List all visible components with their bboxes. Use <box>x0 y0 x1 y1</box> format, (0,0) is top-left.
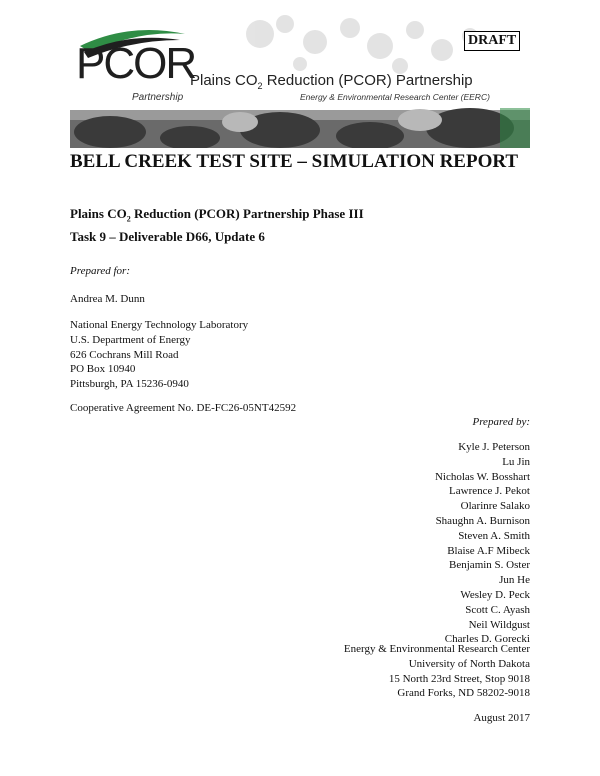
organization-line: Grand Forks, ND 58202-9018 <box>397 687 530 700</box>
author-name: Lu Jin <box>502 455 530 468</box>
recipient-name: Andrea M. Dunn <box>70 293 145 305</box>
address-line: PO Box 10940 <box>70 363 136 376</box>
author-name: Olarinre Salako <box>460 500 530 513</box>
draft-stamp: DRAFT <box>464 31 520 51</box>
pcor-logo: PCOR <box>76 39 196 88</box>
author-name: Shaughn A. Burnison <box>435 514 530 527</box>
address-line: 626 Cochrans Mill Road <box>70 348 179 361</box>
organization-line: 15 North 23rd Street, Stop 9018 <box>388 672 530 685</box>
cooperative-agreement: Cooperative Agreement No. DE-FC26-05NT42592 <box>70 402 297 414</box>
author-name: Steven A. Smith <box>458 529 530 542</box>
preparer-organization <box>344 642 530 701</box>
report-date: August 2017 <box>473 712 530 724</box>
recipient-address <box>70 318 248 392</box>
address-line: Pittsburgh, PA 15236-0940 <box>70 378 189 391</box>
author-name: Charles D. Gorecki <box>444 633 530 646</box>
author-name: Jun He <box>499 574 530 587</box>
author-name: Blaise A.F Mibeck <box>447 544 530 557</box>
pcor-logo-subtext: Partnership <box>132 92 184 103</box>
report-title: BELL CREEK TEST SITE – SIMULATION REPORT <box>70 151 519 172</box>
subtitle-line-2: Task 9 – Deliverable D66, Update 6 <box>70 228 265 244</box>
report-subtitle <box>70 205 364 245</box>
author-name: Wesley D. Peck <box>460 588 530 601</box>
author-name: Nicholas W. Bosshart <box>434 470 530 483</box>
subtitle-line-1: Plains $CO_2$ Reduction (PCOR) Partnership Phase III <box>70 206 364 224</box>
header-banner <box>70 12 530 148</box>
author-name: Kyle J. Peterson <box>458 441 530 453</box>
author-name: Lawrence J. Pekot <box>449 485 530 498</box>
organization-line: University of North Dakota <box>408 657 530 670</box>
author-name: Scott C. Ayash <box>465 603 530 616</box>
author-name: Benjamin S. Oster <box>449 559 530 572</box>
author-name: Neil Wildgust <box>468 618 530 631</box>
address-line: U.S. Department of Energy <box>70 333 191 346</box>
address-line: National Energy Technology Laboratory <box>70 319 249 331</box>
partnership-name: Plains $CO_2$ Reduction (PCOR) Partnership <box>190 72 473 91</box>
prepared-by-label: Prepared by: <box>472 416 530 428</box>
organization-line: Energy & Environmental Research Center <box>343 643 530 655</box>
author-list <box>435 440 530 647</box>
eerc-name: Energy & Environmental Research Center (EERC) <box>300 92 490 102</box>
prepared-for-label: Prepared for: <box>70 265 130 277</box>
